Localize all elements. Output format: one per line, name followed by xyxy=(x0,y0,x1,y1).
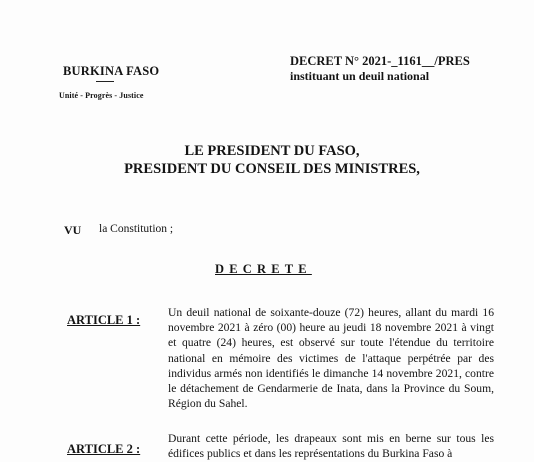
country-name: BURKINA FASO xyxy=(63,64,160,78)
president-title-line2: PRESIDENT DU CONSEIL DES MINISTRES, xyxy=(124,161,420,177)
header-divider xyxy=(96,81,114,82)
president-title-line1: LE PRESIDENT DU FASO, xyxy=(184,143,360,159)
vu-label: VU xyxy=(64,223,82,237)
article-2-label: ARTICLE 2 : xyxy=(67,442,141,456)
decrete-heading: DECRETE xyxy=(215,262,312,276)
article-1-label: ARTICLE 1 : xyxy=(67,313,141,327)
national-motto: Unité - Progrès - Justice xyxy=(59,91,144,100)
decree-subject: instituant un deuil national xyxy=(290,69,430,83)
article-2-text: Durant cette période, les drapeaux sont mis en berne sur tous les édifices publics et dans les représentations du Burkina Faso à xyxy=(168,432,494,461)
vu-text: la Constitution ; xyxy=(99,223,174,235)
article-1-text: Un deuil national de soixante-douze (72) heures, allant du mardi 16 novembre 2021 à zéro (00) heure au jeudi 18 novembre 2021 à vingt et quatre (24) heures, est observé sur toute l'étendue du territoire national en mémoire des victimes de l'attaque perpétrée par des individus armés non identifiés le dimanche 14 novembre 2021, contre le détachement de Gendarmerie de Inata, dans la Province du Soum, Région du Sahel. xyxy=(168,306,494,411)
decree-number: DECRET N° 2021-_1161__/PRES xyxy=(290,54,470,68)
